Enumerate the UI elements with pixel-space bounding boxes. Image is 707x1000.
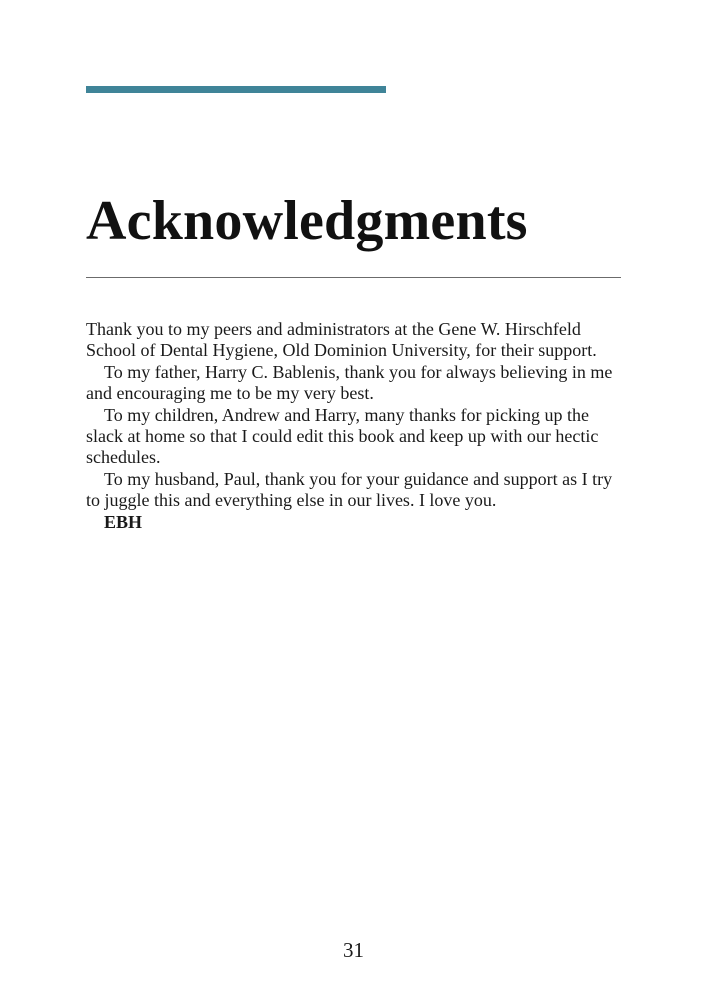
paragraph-husband: To my husband, Paul, thank you for your guidance and support as I try to juggle this and everything else in our lives. I love you. bbox=[86, 468, 613, 511]
paragraph-children: To my children, Andrew and Harry, many thanks for picking up the slack at home so that I could edit this book and keep up with our hectic schedules. bbox=[86, 404, 599, 468]
title-divider bbox=[86, 277, 621, 278]
paragraph-father: To my father, Harry C. Bablenis, thank you for always believing in me and encouraging me to be my very best. bbox=[86, 361, 613, 404]
page-title: Acknowledgments bbox=[86, 190, 528, 252]
accent-bar bbox=[86, 86, 386, 93]
acknowledgments-body bbox=[86, 319, 626, 533]
paragraph-peers: Thank you to my peers and administrators at the Gene W. Hirschfeld School of Dental Hygiene, Old Dominion University, for their support. bbox=[86, 319, 597, 361]
page-number: 31 bbox=[343, 938, 364, 962]
signature-initials: EBH bbox=[104, 511, 143, 532]
